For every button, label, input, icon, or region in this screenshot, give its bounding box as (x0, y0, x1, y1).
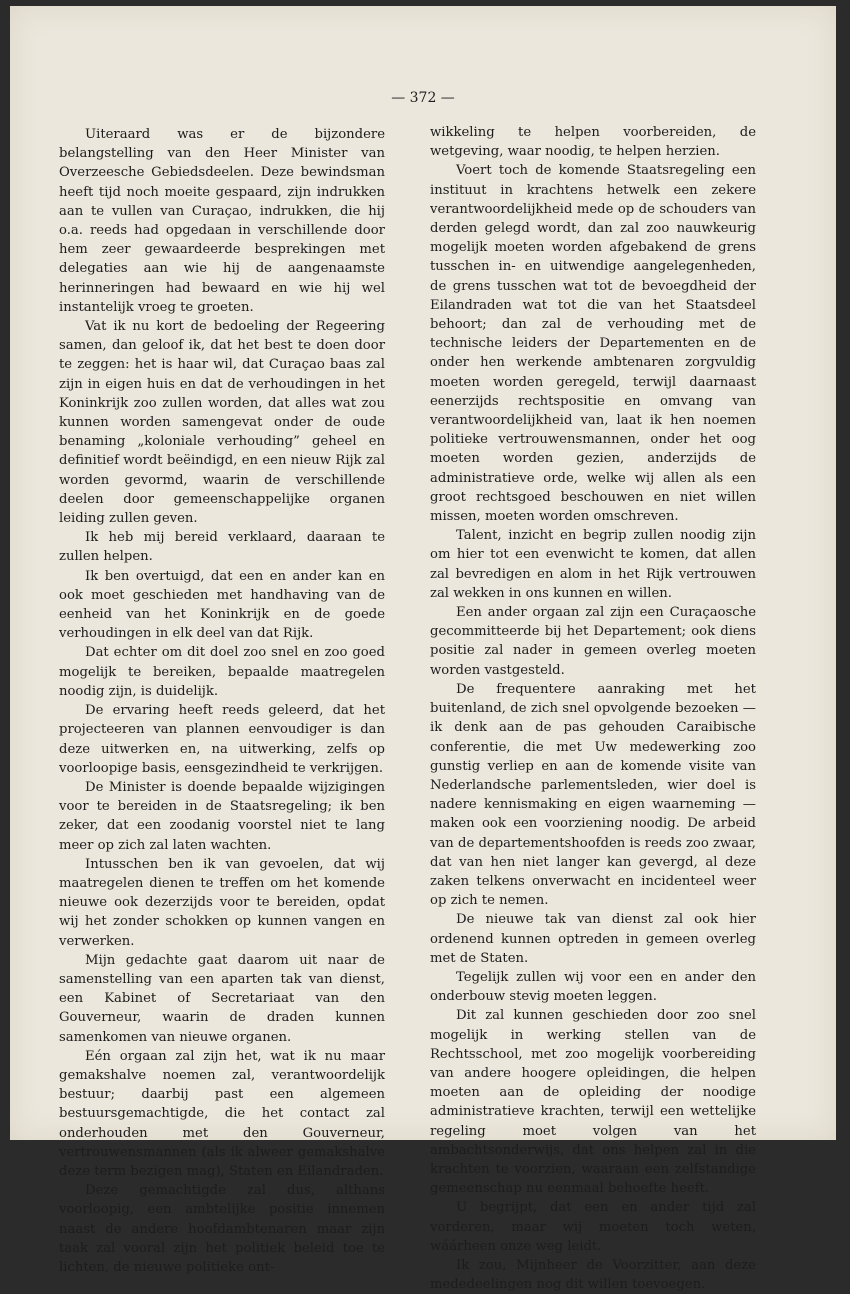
document-page (10, 6, 836, 1293)
paragraph: Ik heb mij bereid verklaard, daaraan te zullen helpen. (59, 530, 385, 565)
paragraph: Deze gemachtigde zal dus, althans voorloopig, een ambtelijke positie innemen naast de andere hoofdambtenaren maar zijn taak zal vooral zijn het politiek beleid toe te lichten, de nieuwe politieke ont- (59, 1183, 385, 1275)
paragraph: Dit zal kunnen geschieden door zoo snel mogelijk in werking stellen van de Rechtsschool, met zoo mogelijk voorbereiding van andere hoogere opleidingen, die helpen moeten aan de opleiding der noodige administratieve krachten, terwijl een wettelijke regeling moet volgen van het ambachtsonderwijs, dat ons helpen zal in die krachten te voorzien, waaraan een zelfstandige gemeenschap nu eenmaal behoefte heeft. (430, 1008, 756, 1197)
paragraph: Ik ben overtuigd, dat een en ander kan en ook moet geschieden met handhaving van de eenheid van het Koninkrijk en de goede verhoudingen in elk deel van dat Rijk. (59, 568, 385, 642)
paragraph: Eén orgaan zal zijn het, wat ik nu maar gemakshalve noemen zal, verantwoordelijk bestuur; daarbij past een algemeen bestuursgemachtigde, die het contact zal onderhouden met den Gouverneur, vertrouwensmannen (als ik alweer gemakshalve deze term bezigen mag), Staten en Eilandraden. (59, 1048, 385, 1179)
paragraph: Voert toch de komende Staatsregeling een instituut in krachtens hetwelk een zekere verantwoordelijkheid mede op de schouders van derden gelegd wordt, dan zal zoo nauwkeurig mogelijk moeten worden afgebakend de grens tusschen in- en uitwendige aangelegenheden, de grens tusschen wat tot de bevoegdheid der Eilandraden wat tot die van het Staatsdeel behoort; dan zal de verhouding met de technische leiders der Departementen en de onder hen werkende ambtenaren zorgvuldig moeten worden geregeld, terwijl daarnaast eenerzijds rechtspositie en omvang van verantwoordelijkheid van, laat ik hen noemen politieke vertrouwensmannen, onder het oog moeten worden gezien, anderzijds de administratieve orde, welke wij allen als een groot rechtsgoed beschouwen en niet willen missen, moeten worden omschreven. (430, 163, 756, 525)
right-column (430, 123, 756, 1294)
paragraph: Vat ik nu kort de bedoeling der Regeering samen, dan geloof ik, dat het best te doen door te zeggen: het is haar wil, dat Curaçao baas zal zijn in eigen huis en dat de verhoudingen in het Koninkrijk zoo zullen worden, dat alles wat zou kunnen worden samengevat onder de oude benaming „koloniale verhouding” geheel en definitief wordt beëindigd, en een nieuw Rijk zal worden gevormd, waarin de verschillende deelen door gemeenschappelijke organen leiding zullen geven. (59, 319, 385, 527)
paragraph-continued: wikkeling te helpen voorbereiden, de wetgeving, waar noodig, te helpen herzien. (430, 125, 756, 160)
paragraph: Dat echter om dit doel zoo snel en zoo goed mogelijk te bereiken, bepaalde maatregelen noodig zijn, is duidelijk. (59, 645, 385, 699)
paragraph: De ervaring heeft reeds geleerd, dat het projecteeren van plannen eenvoudiger is dan deze uitwerken en, na uitwerking, zelfs op voorloopige basis, eensgezindheid te verkrijgen. (59, 703, 385, 776)
paragraph: Ik zou, Mijnheer de Voorzitter, aan deze mededeelingen nog dit willen toevoegen. (430, 1257, 756, 1293)
paragraph: De nieuwe tak van dienst zal ook hier ordenend kunnen optreden in gemeen overleg met de Staten. (430, 912, 756, 966)
paragraph: Talent, inzicht en begrip zullen noodig zijn om hier tot een evenwicht te komen, dat allen zal bevredigen en alom in het Rijk vertrouwen zal wekken in ons kunnen en willen. (430, 528, 756, 601)
paragraph: Uiteraard was er de bijzondere belangstelling van den Heer Minister van Overzeesche Gebiedsdeelen. Deze bewindsman heeft tijd noch moeite gespaard, zijn indrukken aan te vullen van Curaçao, indrukken, die hij o.a. reeds had opgedaan in verschillende door hem zeer gewaardeerde besprekingen met delegaties aan wie hij de aangenaamste herinneringen had bewaard en wie hij wel instantelijk vroeg te groeten. (59, 127, 385, 315)
paragraph: Tegelijk zullen wij voor een en ander den onderbouw stevig moeten leggen. (430, 969, 756, 1005)
paragraph: Een ander orgaan zal zijn een Curaçaosche gecommitteerde bij het Departement; ook diens positie zal nader in gemeen overleg moeten worden vastgesteld. (430, 605, 756, 678)
left-column (59, 125, 385, 1277)
paragraph: De frequentere aanraking met het buitenland, de zich snel opvolgende bezoeken — ik denk aan de pas gehouden Caraibische conferentie, die met Uw medewerking zoo gunstig verliep en aan de komende visite van Nederlandsche parlementsleden, wier doel is nadere kennismaking en eigen waarneming — maken ook een voorziening noodig. De arbeid van de departementshoofden is reeds zoo zwaar, dat van hen niet langer kan gevergd, al deze zaken telkens onverwacht en incidenteel weer op zich te nemen. (430, 681, 756, 909)
paragraph: U begrijpt, dat een en ander tijd zal vorderen, maar wij moeten toch weten, wáárheen onze weg leidt. (430, 1200, 756, 1254)
paragraph: Mijn gedachte gaat daarom uit naar de samenstelling van een aparten tak van dienst, een Kabinet of Secretariaat van den Gouverneur, waarin de draden kunnen samenkomen van nieuwe organen. (59, 952, 385, 1045)
paragraph: Intusschen ben ik van gevoelen, dat wij maatregelen dienen te treffen om het komende nieuwe ook dezerzijds voor te bereiden, opdat wij het zonder schokken op kunnen vangen en verwerken. (59, 856, 385, 949)
page-number: — 372 — (391, 90, 455, 106)
paragraph: De Minister is doende bepaalde wijzigingen voor te bereiden in de Staatsregeling; ik ben zeker, dat een zoodanig voorstel niet te lang meer op zich zal laten wachten. (59, 779, 385, 853)
